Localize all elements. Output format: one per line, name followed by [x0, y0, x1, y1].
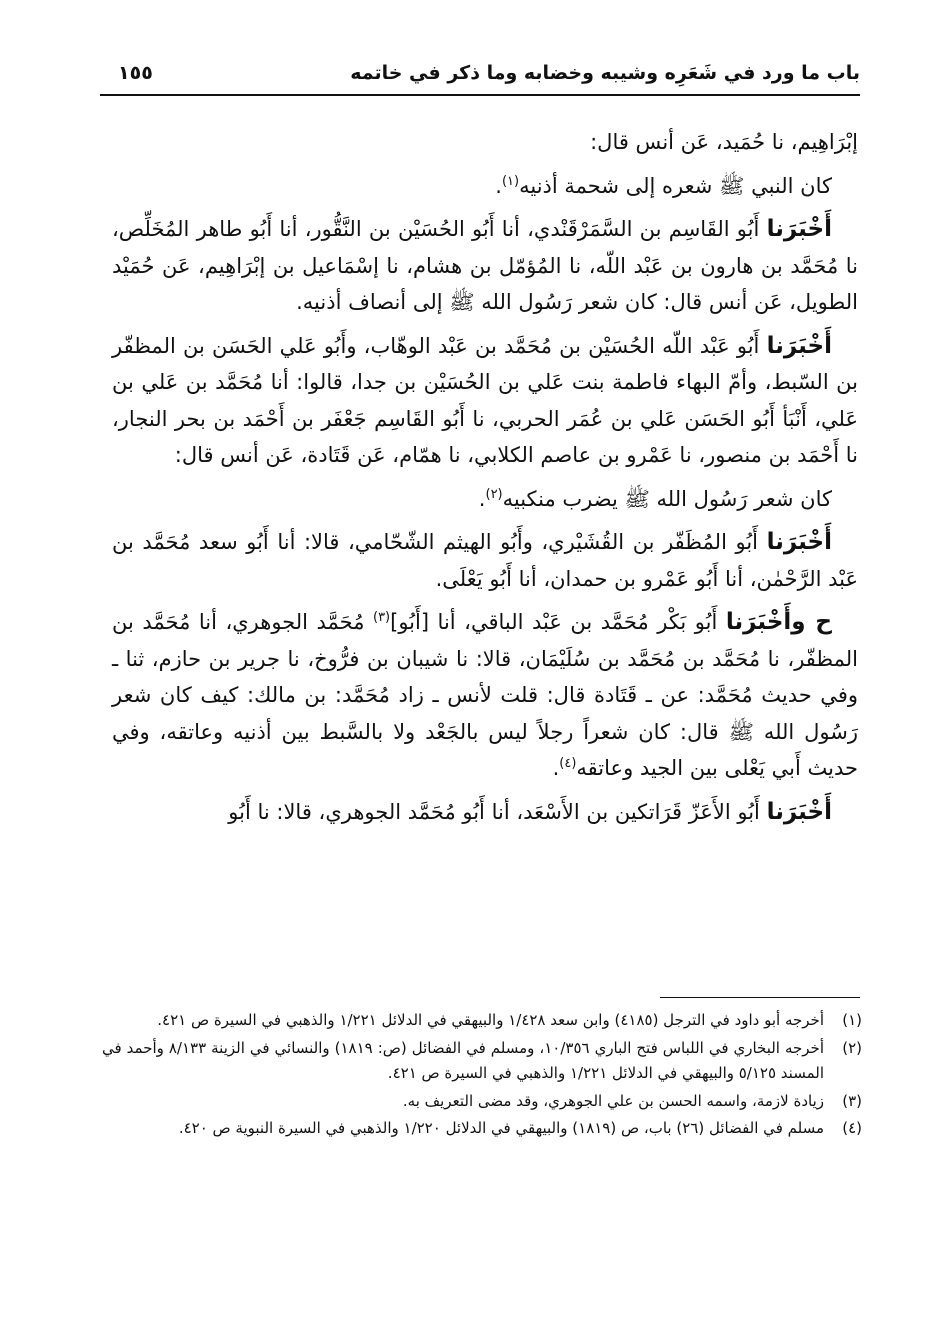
akhbarana-keyword: ح وأَخْبَرَنا — [725, 609, 833, 635]
footnote-ref-4: (٤) — [559, 756, 577, 771]
footnote-1 — [102, 1008, 862, 1034]
akhbarana-keyword: أَخْبَرَنا — [766, 216, 832, 242]
running-title: باب ما ورد في شَعَرِه وشيبه وخضابه وما ذكر في خاتمه — [350, 62, 860, 84]
footnote-2 — [102, 1036, 862, 1087]
paragraph-2-end: . — [495, 173, 502, 198]
paragraph-4-text: أَبُو عَبْد اللّه الحُسَيْن بن مُحَمَّد بن عَبْد الوهّاب، وأَبُو عَلي الحَسَن بن المظفّر بن السّبط، وأمّ البهاء فاطمة بنت عَلي بن الحُسَيْن بن جدا، قالوا: أنا مُحَمَّد بن عَلي بن عَلي، أَنْبَأ أَبُو الحَسَن عَلي بن عُمَر الحربي، نا أَبُو القَاسِم جَعْفَر بن أَحْمَد بن بحر النجار، نا أَحْمَد بن منصور، نا عَمْرو بن عاصم الكلابي، نا همّام، عَن قَتَادة، عَن أنس قال: — [112, 333, 858, 467]
paragraph-2 — [112, 168, 858, 205]
paragraph-7-end: . — [552, 756, 560, 780]
page-header — [100, 58, 860, 96]
paragraph-4 — [112, 328, 858, 474]
footnote-divider — [660, 997, 860, 998]
main-text — [112, 124, 858, 837]
footnote-ref-3: (٣) — [372, 610, 391, 625]
footnote-text: أخرجه البخاري في اللباس فتح الباري ١٠/٣٥٦، ومسلم في الفضائل (ص: ١٨١٩) والنسائي في الزينة ٨/١٣٣ وأحمد في المسند ٥/١٢٥ والبيهقي في الدلائل ١/٢٢١ والذهبي في السيرة ص ٤٢١. — [102, 1038, 824, 1082]
paragraph-2-text: كان النبي ﷺ شعره إلى شحمة أذنيه — [519, 173, 832, 198]
akhbarana-keyword: أَخْبَرَنا — [766, 798, 832, 825]
footnote-text: أخرجه أبو داود في الترجل (٤١٨٥) وابن سعد ١/٤٢٨ والبيهقي في الدلائل ١/٢٢١ والذهبي في السيرة ص ٤٢١. — [157, 1011, 824, 1029]
paragraph-8-text: أَبُو الأَعَزّ قَرَاتكين بن الأَسْعَد، أنا أَبُو مُحَمَّد الجوهري، قالا: نا أَبُو — [228, 799, 767, 824]
paragraph-7-text-b: مُحَمَّد الجوهري، أنا مُحَمَّد بن المظفّر، نا مُحَمَّد بن مُحَمَّد بن سُلَيْمَان، قالا: نا شيبان بن فرُّوخ، نا جرير بن حازم، ثنا ـ وفي حديث مُحَمَّد: عن ـ قَتَادة قال: قلت لأنس ـ زاد مُحَمَّد: بن مالك: كيف كان شعر رَسُول الله ﷺ قال: كان شعراً رجلاً ليس بالجَعْد ولا بالسَّبط بين أذنيه وعاتقه، وفي حديث أَبي يَعْلى بين الجيد وعاتقه — [112, 610, 858, 780]
paragraph-8 — [112, 794, 858, 831]
footnote-number: (٢) — [842, 1038, 862, 1057]
paragraph-5 — [112, 481, 858, 518]
footnote-3 — [102, 1089, 862, 1115]
footnote-number: (١) — [842, 1011, 862, 1029]
paragraph-3 — [112, 211, 858, 321]
paragraph-5-text: كان شعر رَسُول الله ﷺ يضرب منكبيه — [502, 486, 832, 511]
paragraph-7-text-a: أَبُو بَكْر مُحَمَّد بن عَبْد الباقي، أنا [أَبُو] — [390, 610, 726, 634]
paragraph-5-end: . — [478, 486, 486, 511]
paragraph-7 — [112, 604, 858, 787]
footnotes — [102, 1008, 862, 1144]
akhbarana-keyword: أَخْبَرَنا — [766, 332, 832, 359]
page-number: ١٥٥ — [118, 62, 153, 84]
paragraph-6-text: أَبُو المُظَفّر بن القُشَيْري، وأَبُو الهيثم الشّحّامي، قالا: أنا أَبُو سعد مُحَمَّد بن عَبْد الرَّحْمٰن، أنا أَبُو عَمْرو بن حمدان، أنا أَبُو يَعْلَى. — [112, 530, 858, 591]
footnote-number: (٣) — [842, 1091, 862, 1110]
paragraph-1 — [112, 124, 858, 161]
paragraph-1-text: إبْرَاهِيم، نا حُمَيد، عَن أنس قال: — [590, 130, 858, 154]
footnote-4 — [102, 1116, 862, 1142]
footnote-ref-1: (١) — [501, 173, 520, 189]
footnote-number: (٤) — [842, 1119, 862, 1137]
footnote-ref-2: (٢) — [485, 486, 503, 502]
paragraph-6 — [112, 524, 858, 597]
akhbarana-keyword: أَخْبَرَنا — [766, 529, 832, 555]
footnote-text: مسلم في الفضائل (٢٦) باب، ص (١٨١٩) والبيهقي في الدلائل ١/٢٢٠ والذهبي في السيرة النبوية ص ٤٢٠. — [178, 1119, 824, 1137]
paragraph-3-text: أَبُو القَاسِم بن السَّمَرْقَنْدي، أنا أَبُو الحُسَيْن بن النَّقُّور، أنا أَبُو طاهر المُخَلِّص، نا مُحَمَّد بن هارون بن عَبْد اللّه، نا المُؤمّل بن هشام، نا إسْمَاعيل بن إبْرَاهِيم، عَن حُمَيْد الطويل، عَن أنس قال: كان شعر رَسُول الله ﷺ إلى أنصاف أذنيه. — [112, 217, 858, 314]
footnote-text: زيادة لازمة، واسمه الحسن بن علي الجوهري، وقد مضى التعريف به. — [402, 1091, 824, 1110]
